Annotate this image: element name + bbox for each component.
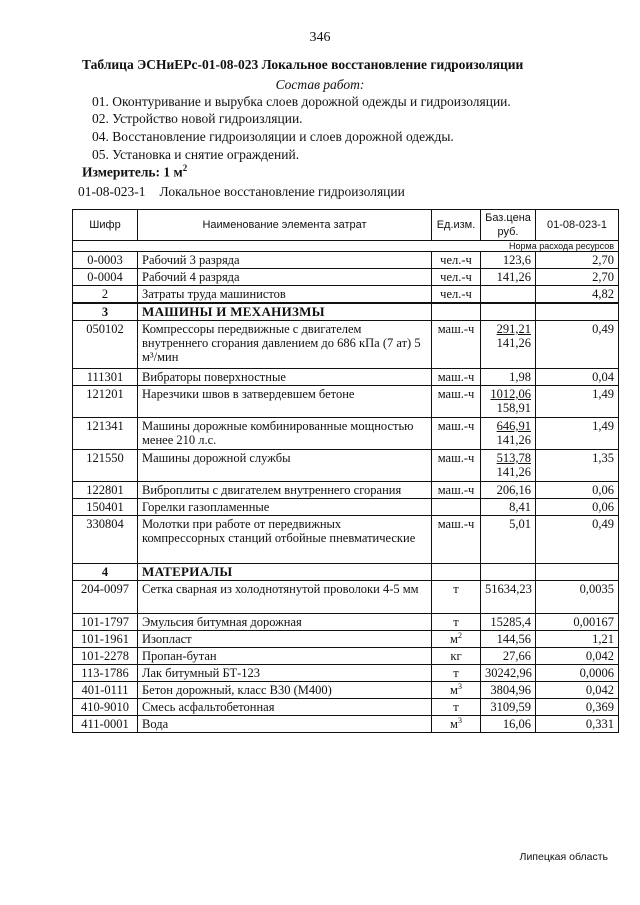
cell-norm: 0,06: [536, 499, 619, 516]
cell-norm: 0,00167: [536, 614, 619, 631]
cell-price: [481, 682, 536, 699]
price-value: 15285,4: [490, 615, 531, 629]
table-row: [73, 499, 619, 516]
cell-code: 111301: [73, 369, 138, 386]
cell-unit: [432, 716, 481, 733]
cell-name: Машины дорожной службы: [138, 450, 432, 482]
cell-price: [481, 286, 536, 304]
price-value: 141,26: [496, 270, 531, 284]
cell-code: 410-9010: [73, 699, 138, 716]
footer-region: Липецкая область: [519, 851, 608, 863]
unit-text: маш.-ч: [437, 387, 475, 401]
cell-norm: [536, 564, 619, 581]
cell-code: 0-0004: [73, 269, 138, 286]
price-value: 3109,59: [490, 700, 531, 714]
cell-norm: 0,369: [536, 699, 619, 716]
cell-code: 121550: [73, 450, 138, 482]
cell-name: Лак битумный БТ-123: [138, 665, 432, 682]
cell-name: Сетка сварная из холоднотянутой проволоки 4-5 мм: [138, 581, 432, 614]
code-line: [78, 184, 405, 200]
cell-unit: [432, 648, 481, 665]
cell-name: Рабочий 3 разряда: [138, 252, 432, 269]
cell-name: Смесь асфальтобетонная: [138, 699, 432, 716]
price-value: 646,91: [496, 419, 531, 433]
table-title: Таблица ЭСНиЕРс-01-08-023 Локальное восстановление гидроизоляции: [82, 57, 524, 72]
table-row: [73, 699, 619, 716]
measure-unit: [82, 163, 187, 181]
cell-price: [481, 252, 536, 269]
cell-price: [481, 269, 536, 286]
cell-unit: [432, 321, 481, 369]
cell-price: [481, 499, 536, 516]
table-body: [73, 252, 619, 733]
cell-norm: 4,82: [536, 286, 619, 304]
cell-norm: 0,04: [536, 369, 619, 386]
price-value: 1012,06: [490, 387, 531, 401]
cell-norm: 0,042: [536, 682, 619, 699]
cell-code: 4: [73, 564, 138, 581]
cell-price: [481, 321, 536, 369]
cell-norm: 0,0035: [536, 581, 619, 614]
cell-code: 101-1961: [73, 631, 138, 648]
unit-text: маш.-ч: [437, 483, 475, 497]
cell-unit: [432, 631, 481, 648]
cell-code: 150401: [73, 499, 138, 516]
unit-text: маш.-ч: [437, 322, 475, 336]
cell-code: 204-0097: [73, 581, 138, 614]
cell-code: 0-0003: [73, 252, 138, 269]
unit-text: т: [453, 582, 459, 596]
cell-price: [481, 450, 536, 482]
cell-unit: [432, 614, 481, 631]
cell-unit: [432, 386, 481, 418]
cell-name: Пропан-бутан: [138, 648, 432, 665]
cell-code: 121341: [73, 418, 138, 450]
cell-norm: 2,70: [536, 252, 619, 269]
header-norm: 01-08-023-1: [536, 210, 619, 241]
header-name: Наименование элемента затрат: [138, 210, 432, 241]
cell-code: 3: [73, 303, 138, 321]
unit-text: чел.-ч: [440, 270, 472, 284]
price-value: 144,56: [496, 632, 531, 646]
cell-code: 101-1797: [73, 614, 138, 631]
cell-price: [481, 716, 536, 733]
cell-price: [481, 648, 536, 665]
cell-name: Нарезчики швов в затвердевшем бетоне: [138, 386, 432, 418]
cell-unit: [432, 269, 481, 286]
unit-text: маш.-ч: [437, 370, 475, 384]
table-row: [73, 648, 619, 665]
unit-text: кг: [450, 649, 462, 663]
unit-sup: 2: [457, 630, 462, 640]
price-value: 8,41: [509, 500, 531, 514]
cell-unit: [432, 369, 481, 386]
cell-unit: [432, 516, 481, 564]
unit-sup: 3: [457, 681, 462, 691]
cell-unit: [432, 682, 481, 699]
cell-code: 101-2278: [73, 648, 138, 665]
cell-norm: 0,49: [536, 321, 619, 369]
cell-unit: [432, 699, 481, 716]
measure-sup: 2: [182, 163, 188, 173]
price-value: 206,16: [496, 483, 531, 497]
cell-price: [481, 631, 536, 648]
section-row: [73, 564, 619, 581]
unit-text: маш.-ч: [437, 419, 475, 433]
page-number: 346: [309, 30, 331, 45]
price-value: 123,6: [502, 253, 531, 267]
code-line-code: 01-08-023-1: [78, 184, 146, 199]
cell-unit: [432, 482, 481, 499]
cell-price: [481, 564, 536, 581]
work-item: 02. Устройство новой гидроизляции.: [92, 111, 303, 126]
cell-unit: [432, 252, 481, 269]
cell-unit: [432, 450, 481, 482]
header-price: Баз.цена руб.: [481, 210, 536, 241]
cell-price: [481, 665, 536, 682]
unit-text: маш.-ч: [437, 451, 475, 465]
table-row: [73, 450, 619, 482]
cell-norm: 1,21: [536, 631, 619, 648]
table-row: [73, 516, 619, 564]
cell-unit: [432, 303, 481, 321]
cell-code: 113-1786: [73, 665, 138, 682]
table-row: [73, 682, 619, 699]
table-row: [73, 482, 619, 499]
cell-name: Виброплиты с двигателем внутреннего сгорания: [138, 482, 432, 499]
cell-code: 2: [73, 286, 138, 304]
cell-code: 411-0001: [73, 716, 138, 733]
unit-text: т: [453, 666, 459, 680]
table-row: [73, 321, 619, 369]
cell-norm: 2,70: [536, 269, 619, 286]
price-value: 51634,23: [485, 582, 532, 596]
cell-name: МАТЕРИАЛЫ: [138, 564, 432, 581]
cell-code: 121201: [73, 386, 138, 418]
price-value: 30242,96: [485, 666, 532, 680]
unit-text: т: [453, 700, 459, 714]
price-machinist: 141,26: [496, 465, 531, 479]
subheader-norm: Норма расхода ресурсов: [73, 241, 619, 252]
cell-code: 401-0111: [73, 682, 138, 699]
section-row: [73, 303, 619, 321]
cell-norm: 0,49: [536, 516, 619, 564]
cell-name: Молотки при работе от передвижных компрессорных станций отбойные пневматические: [138, 516, 432, 564]
work-composition-heading: Состав работ:: [275, 77, 365, 92]
table-row: [73, 286, 619, 304]
cell-name: Рабочий 4 разряда: [138, 269, 432, 286]
unit-text: м: [450, 717, 458, 731]
cell-norm: 0,331: [536, 716, 619, 733]
header-code: Шифр: [73, 210, 138, 241]
table-row: [73, 418, 619, 450]
unit-text: чел.-ч: [440, 287, 472, 301]
cell-name: Затраты труда машинистов: [138, 286, 432, 304]
table-row: [73, 665, 619, 682]
table-row: [73, 369, 619, 386]
cell-name: Эмульсия битумная дорожная: [138, 614, 432, 631]
cell-norm: 1,49: [536, 418, 619, 450]
cell-name: Компрессоры передвижные с двигателем внутреннего сгорания давлением до 686 кПа (7 ат) 5 м³/мин: [138, 321, 432, 369]
table-row: [73, 631, 619, 648]
cell-unit: [432, 286, 481, 304]
unit-text: м: [450, 683, 458, 697]
cell-price: [481, 418, 536, 450]
cell-price: [481, 581, 536, 614]
table-row: [73, 386, 619, 418]
cell-norm: 1,49: [536, 386, 619, 418]
cell-code: 122801: [73, 482, 138, 499]
unit-text: маш.-ч: [437, 517, 475, 531]
work-item: 04. Восстановление гидроизоляции и слоев дорожной одежды.: [92, 129, 454, 144]
table-row: [73, 252, 619, 269]
cell-norm: 0,06: [536, 482, 619, 499]
cell-price: [481, 303, 536, 321]
unit-text: т: [453, 615, 459, 629]
price-value: 16,06: [502, 717, 531, 731]
table-row: [73, 269, 619, 286]
cell-price: [481, 699, 536, 716]
cell-name: Вибраторы поверхностные: [138, 369, 432, 386]
table-row: [73, 716, 619, 733]
cell-price: [481, 386, 536, 418]
price-value: 291,21: [496, 322, 531, 336]
price-machinist: 141,26: [496, 336, 531, 350]
cell-norm: 0,0006: [536, 665, 619, 682]
cell-code: 330804: [73, 516, 138, 564]
price-value: 5,01: [509, 517, 531, 531]
cell-unit: [432, 499, 481, 516]
cell-unit: [432, 564, 481, 581]
unit-text: чел.-ч: [440, 253, 472, 267]
price-value: 3804,96: [490, 683, 531, 697]
cell-name: МАШИНЫ И МЕХАНИЗМЫ: [138, 303, 432, 321]
measure-label: Измеритель: 1 м: [82, 164, 183, 180]
price-value: 1,98: [509, 370, 531, 384]
work-item: 05. Установка и снятие ограждений.: [92, 147, 300, 162]
price-machinist: 158,91: [496, 401, 531, 415]
price-value: 513,78: [496, 451, 531, 465]
resource-table: [72, 209, 619, 733]
table-row: [73, 614, 619, 631]
work-item: 01. Оконтуривание и вырубка слоев дорожной одежды и гидроизоляции.: [92, 94, 511, 109]
cell-norm: 1,35: [536, 450, 619, 482]
cell-unit: [432, 665, 481, 682]
cell-norm: 0,042: [536, 648, 619, 665]
cell-name: Бетон дорожный, класс В30 (М400): [138, 682, 432, 699]
unit-sup: 3: [457, 715, 462, 725]
cell-norm: [536, 303, 619, 321]
cell-unit: [432, 581, 481, 614]
code-line-name: Локальное восстановление гидроизоляции: [159, 184, 405, 199]
cell-name: Изопласт: [138, 631, 432, 648]
price-value: 27,66: [502, 649, 531, 663]
unit-text: м: [450, 632, 458, 646]
cell-price: [481, 482, 536, 499]
cell-code: 050102: [73, 321, 138, 369]
cell-price: [481, 369, 536, 386]
cell-name: Горелки газопламенные: [138, 499, 432, 516]
cell-name: Вода: [138, 716, 432, 733]
cell-price: [481, 614, 536, 631]
cell-unit: [432, 418, 481, 450]
cell-price: [481, 516, 536, 564]
price-machinist: 141,26: [496, 433, 531, 447]
cell-name: Машины дорожные комбинированные мощностью менее 210 л.с.: [138, 418, 432, 450]
table-row: [73, 581, 619, 614]
header-unit: Ед.изм.: [432, 210, 481, 241]
